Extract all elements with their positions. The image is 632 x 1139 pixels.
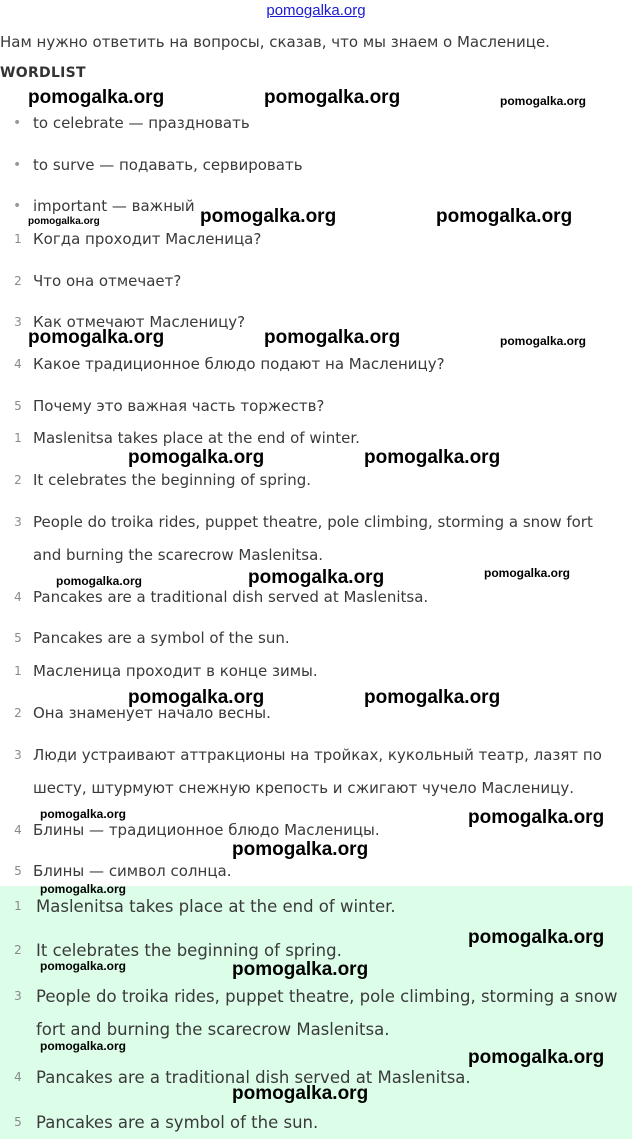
- watermark: pomogalka.org: [484, 566, 571, 580]
- watermark: pomogalka.org: [200, 206, 337, 227]
- watermark: pomogalka.org: [128, 447, 265, 468]
- watermark: pomogalka.org: [468, 807, 605, 828]
- watermark: pomogalka.org: [28, 216, 100, 227]
- watermark: pomogalka.org: [232, 1083, 369, 1104]
- site-link[interactable]: pomogalka.org: [266, 2, 366, 19]
- watermark: pomogalka.org: [40, 959, 127, 973]
- bullet-icon: •: [13, 198, 22, 214]
- intro-text: Нам нужно ответить на вопросы, сказав, что мы знаем о Масленице.: [0, 33, 550, 51]
- watermark: pomogalka.org: [264, 327, 401, 348]
- watermark: pomogalka.org: [40, 882, 127, 896]
- watermark: pomogalka.org: [468, 1047, 605, 1068]
- watermark: pomogalka.org: [232, 839, 369, 860]
- watermark: pomogalka.org: [248, 567, 385, 588]
- watermark: pomogalka.org: [40, 1039, 127, 1053]
- watermark: pomogalka.org: [264, 87, 401, 108]
- bullet-icon: •: [13, 157, 22, 173]
- watermark: pomogalka.org: [468, 927, 605, 948]
- watermark: pomogalka.org: [28, 87, 165, 108]
- wordlist-heading: WORDLIST: [0, 65, 86, 81]
- watermark: pomogalka.org: [500, 94, 587, 108]
- watermark: pomogalka.org: [28, 327, 165, 348]
- watermark: pomogalka.org: [40, 807, 127, 821]
- watermark: pomogalka.org: [364, 687, 501, 708]
- watermark: pomogalka.org: [436, 206, 573, 227]
- watermark: pomogalka.org: [364, 447, 501, 468]
- watermark: pomogalka.org: [500, 334, 587, 348]
- watermark: pomogalka.org: [56, 574, 143, 588]
- bullet-icon: •: [13, 115, 22, 131]
- watermark: pomogalka.org: [128, 687, 265, 708]
- watermark: pomogalka.org: [232, 959, 369, 980]
